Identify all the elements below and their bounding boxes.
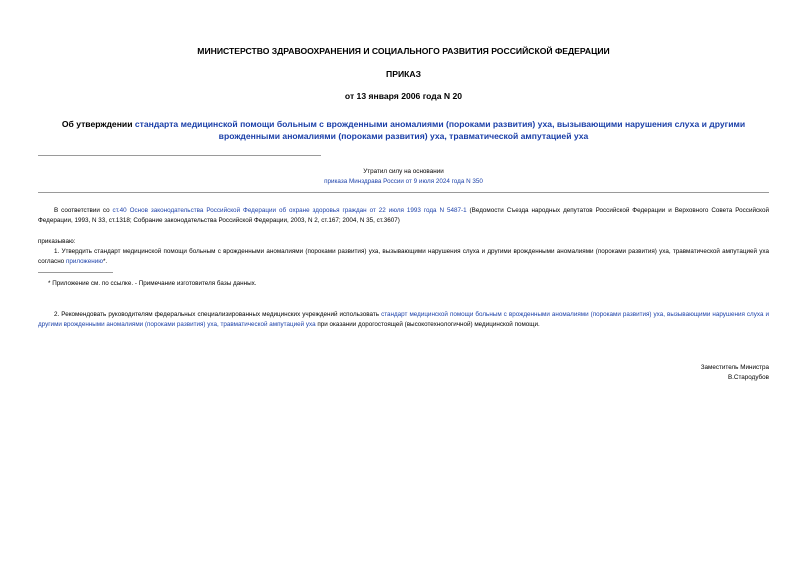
title-standard-link-cont[interactable]: врожденными аномалиями (пороками развития) уха, травматической ампутацией уха xyxy=(218,130,589,141)
signature-position: Заместитель Министра xyxy=(700,364,769,371)
signature-block xyxy=(701,363,769,382)
item1-suffix: *. xyxy=(102,257,108,265)
doc-type-heading: ПРИКАЗ xyxy=(386,69,421,79)
document-title xyxy=(0,119,807,142)
para1-suffix: (Ведомости Съезда народных депутатов Российской Федерации и Верховного Совета Российской Федерации, 1993, N 33, ст.1318; Собрание законодательства Российской Федерации, 2003, N 2, ст.167; 2004, N 35, ст.3607) xyxy=(38,207,769,224)
paragraph-basis xyxy=(38,206,769,225)
doc-date-number: от 13 января 2006 года N 20 xyxy=(344,91,463,101)
title-standard-link[interactable]: стандарта медицинской помощи больным с врожденными аномалиями (пороками развития) уха, вызывающими нарушения слуха и другими xyxy=(134,119,746,129)
footnote-text: * Приложение см. по ссылке. - Примечание изготовителя базы данных. xyxy=(48,280,257,287)
ministry-heading: МИНИСТЕРСТВО ЗДРАВООХРАНЕНИЯ И СОЦИАЛЬНОГО РАЗВИТИЯ РОССИЙСКОЙ ФЕДЕРАЦИИ xyxy=(197,46,610,56)
repeal-order-link[interactable]: приказа Минздрава России от 9 июля 2024 года N 350 xyxy=(324,178,483,185)
item-1 xyxy=(38,247,769,266)
status-note: Утратил силу на основании xyxy=(363,168,444,175)
item2-standard-link[interactable]: стандарт медицинской помощи больным с врожденными аномалиями (пороками развития) уха, вызывающими нарушения слуха и другими врожденными аномалиями (пороками развития) уха, травматической ампутацией уха xyxy=(38,311,769,328)
para1-prefix: В соответствии со xyxy=(54,207,113,214)
item2-text: 2. Рекомендовать руководителям федеральных специализированных медицинских учреждений использовать xyxy=(54,311,382,318)
signature-name: В.Стародубов xyxy=(727,373,769,381)
title-prefix: Об утверждении xyxy=(61,119,135,129)
item1-text: 1. Утвердить стандарт медицинской помощи больным с врожденными аномалиями (пороками развития) уха, вызывающими нарушения слуха и другими врожденными аномалиями (пороками развития) уха, травматической ампутацией уха согласно xyxy=(38,248,769,265)
divider-status xyxy=(38,192,769,193)
order-word: приказываю: xyxy=(38,238,76,245)
footnote-divider xyxy=(38,272,113,273)
divider-top xyxy=(38,155,321,156)
appendix-link[interactable]: приложению xyxy=(65,257,103,265)
item-2 xyxy=(38,310,769,329)
law-article-link[interactable]: ст.40 Основ законодательства Российской Федерации об охране здоровья граждан от 22 июля 1993 года N 5487-1 xyxy=(112,207,467,214)
item2-suffix: при оказании дорогостоящей (высокотехнологичной) медицинской помощи. xyxy=(315,320,540,328)
status-link-line xyxy=(0,177,807,187)
